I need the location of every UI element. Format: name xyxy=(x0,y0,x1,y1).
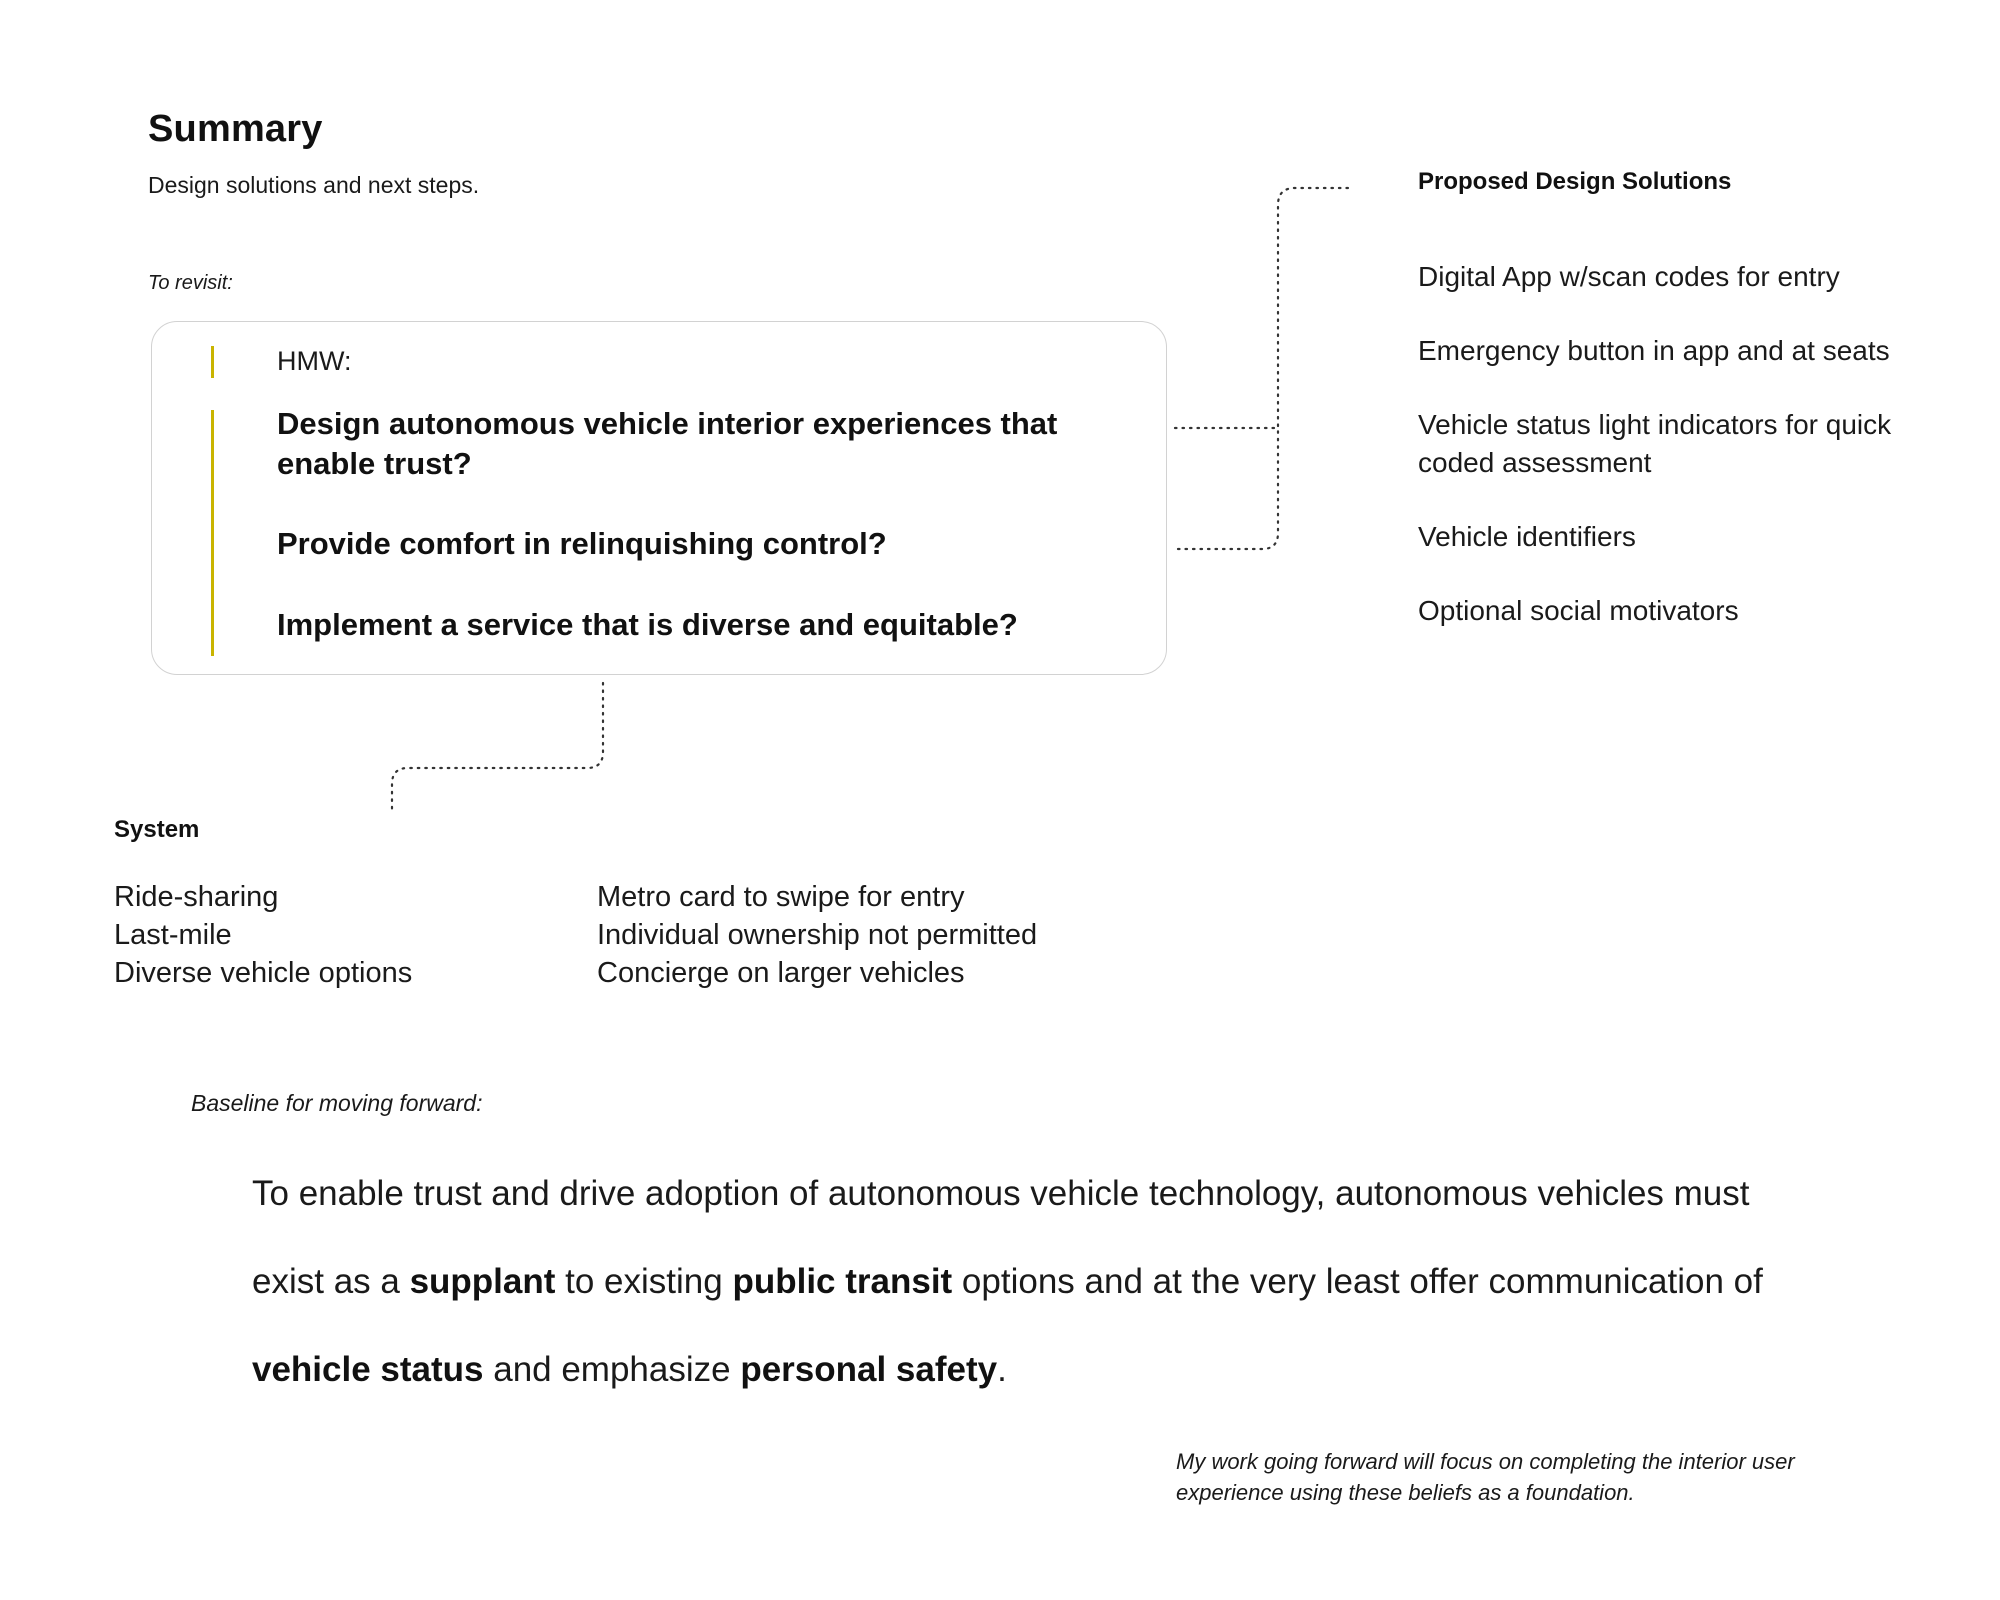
hmw-question: Provide comfort in relinquishing control? xyxy=(277,526,887,561)
statement-text: . xyxy=(997,1350,1007,1389)
solutions-list xyxy=(1418,258,1898,666)
baseline-label: Baseline for moving forward: xyxy=(191,1090,483,1116)
hmw-question: Design autonomous vehicle interior experiences that enable trust? xyxy=(277,406,1058,481)
statement-emphasis: vehicle status xyxy=(252,1350,484,1389)
system-item: Last-mile xyxy=(114,919,232,951)
accent-bar-hmw xyxy=(211,346,214,378)
solution-item: Digital App w/scan codes for entry xyxy=(1418,261,1840,292)
statement-text: and emphasize xyxy=(483,1350,741,1389)
solution-item: Optional social motivators xyxy=(1418,595,1739,626)
revisit-label: To revisit: xyxy=(148,272,233,294)
page-subtitle: Design solutions and next steps. xyxy=(148,172,480,198)
system-item: Metro card to swipe for entry xyxy=(597,881,965,913)
baseline-statement xyxy=(252,1150,1812,1414)
hmw-label: HMW: xyxy=(277,346,352,376)
system-item: Ride-sharing xyxy=(114,881,279,913)
footnote: My work going forward will focus on completing the interior user experience using these beliefs as a foundation. xyxy=(1176,1449,1795,1505)
hmw-question: Implement a service that is diverse and equitable? xyxy=(277,607,1018,642)
solution-item: Emergency button in app and at seats xyxy=(1418,335,1890,366)
system-item: Individual ownership not permitted xyxy=(597,919,1038,951)
hmw-card xyxy=(151,321,1167,675)
statement-emphasis: supplant xyxy=(409,1262,556,1301)
statement-emphasis: personal safety xyxy=(740,1350,998,1389)
system-list-left xyxy=(114,878,412,992)
connector-to-solutions xyxy=(1175,188,1352,428)
solutions-heading: Proposed Design Solutions xyxy=(1418,168,1732,195)
connector-from-question xyxy=(1178,428,1278,549)
solution-item: Vehicle identifiers xyxy=(1418,521,1636,552)
statement-text: To enable trust and drive adoption of autonomous vehicle technology, autonomous vehicles must exist as a xyxy=(252,1174,1750,1301)
system-list-right xyxy=(597,878,1037,992)
page-title: Summary xyxy=(148,108,323,150)
solution-item: Vehicle status light indicators for quick coded assessment xyxy=(1418,409,1892,478)
statement-text: to existing xyxy=(555,1262,733,1301)
accent-bar-questions xyxy=(211,410,214,656)
system-heading: System xyxy=(114,816,200,843)
statement-emphasis: public transit xyxy=(732,1262,953,1301)
statement-text: options and at the very least offer communication of xyxy=(952,1262,1763,1301)
connector-to-system xyxy=(392,683,603,810)
system-item: Concierge on larger vehicles xyxy=(597,957,965,989)
system-item: Diverse vehicle options xyxy=(114,957,413,989)
